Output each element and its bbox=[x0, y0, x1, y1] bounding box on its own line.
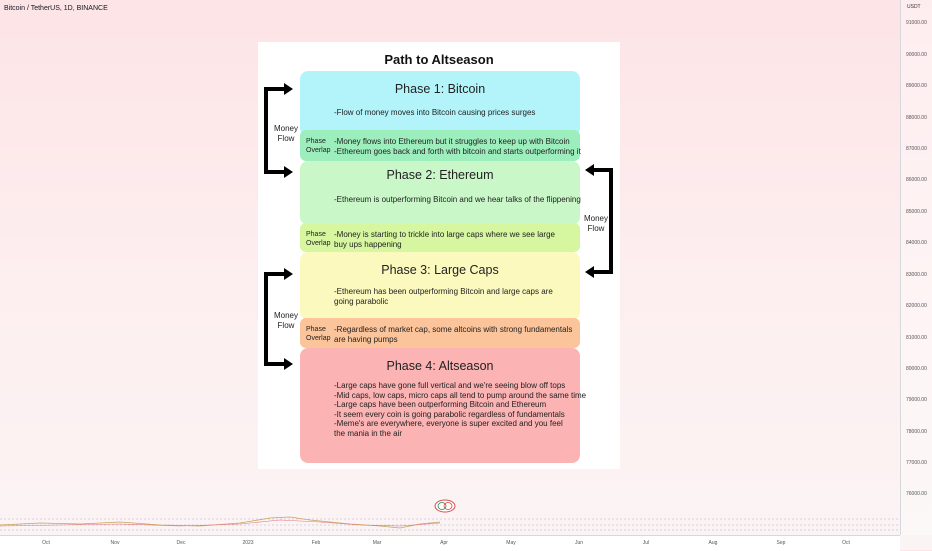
time-tick: May bbox=[506, 540, 516, 546]
phase-3-title: Phase 3: Large Caps bbox=[381, 263, 499, 277]
time-tick: Sep bbox=[776, 540, 786, 546]
overlap-label-line: Phase bbox=[306, 138, 326, 145]
time-tick: Jun bbox=[574, 540, 584, 546]
time-tick: Oct bbox=[42, 540, 50, 546]
time-tick: Aug bbox=[708, 540, 718, 546]
phase-overlap-2-label bbox=[306, 230, 331, 248]
description-line: going parabolic bbox=[334, 296, 389, 306]
flow-label-line: Money bbox=[583, 214, 608, 223]
description-line: the mania in the air bbox=[334, 428, 403, 438]
price-tick: 91000.00 bbox=[906, 20, 927, 26]
price-tick: 80000.00 bbox=[906, 366, 927, 372]
description-line: -Ethereum has been outperforming Bitcoin and large caps are bbox=[334, 287, 553, 296]
flow-label-line: Flow bbox=[277, 134, 295, 143]
price-tick: 82000.00 bbox=[906, 303, 927, 309]
phase-2-title: Phase 2: Ethereum bbox=[386, 168, 494, 182]
flow-label-line: Money bbox=[273, 311, 298, 320]
phase-2-description: -Ethereum is outperforming Bitcoin and we hear talks of the flippening bbox=[334, 195, 581, 204]
time-tick: Dec bbox=[176, 540, 186, 546]
price-axis[interactable] bbox=[900, 0, 932, 535]
description-line: -Large caps have gone full vertical and we're seeing blow off tops bbox=[334, 381, 566, 390]
overlap-label-line: Overlap bbox=[306, 240, 331, 247]
money-flow-label-left-top bbox=[266, 124, 306, 144]
price-tick: 88000.00 bbox=[906, 115, 927, 121]
price-tick: 84000.00 bbox=[906, 240, 927, 246]
price-tick: 78000.00 bbox=[906, 429, 927, 435]
flow-label-line: Flow bbox=[587, 224, 605, 233]
infographic-title: Path to Altseason bbox=[384, 52, 494, 67]
description-line: -Mid caps, low caps, micro caps all tend to pump around the same time bbox=[334, 390, 587, 400]
phase-1-description: -Flow of money moves into Bitcoin causing prices surges bbox=[334, 108, 536, 117]
time-tick: Feb bbox=[311, 540, 321, 546]
flow-label-line: Flow bbox=[277, 321, 295, 330]
phase-3-description bbox=[334, 287, 553, 306]
money-flow-label-left-bottom bbox=[266, 311, 306, 331]
description-line: -Meme's are everywhere, everyone is super excited and you feel bbox=[334, 419, 563, 428]
description-line: -Large caps have been outperforming Bitcoin and Ethereum bbox=[334, 400, 547, 409]
price-tick: 85000.00 bbox=[906, 209, 927, 215]
price-axis-unit: USDT bbox=[907, 4, 921, 10]
phase-overlap-2-description bbox=[334, 230, 555, 249]
price-tick: 76000.00 bbox=[906, 491, 927, 497]
overlap-label-line: Overlap bbox=[306, 147, 331, 154]
phase-4-title: Phase 4: Altseason bbox=[386, 359, 494, 373]
overlap-label-line: Overlap bbox=[306, 335, 331, 342]
phase-overlap-3-label bbox=[306, 325, 331, 343]
money-flow-label-right bbox=[576, 214, 616, 234]
tradingview-logo-icon bbox=[434, 499, 456, 513]
overlap-label-line: Phase bbox=[306, 231, 326, 238]
time-tick: Nov bbox=[110, 540, 120, 546]
phase-1-title: Phase 1: Bitcoin bbox=[394, 82, 486, 96]
time-tick: Apr bbox=[440, 540, 448, 546]
indicator-pane[interactable] bbox=[0, 512, 900, 535]
price-tick: 81000.00 bbox=[906, 335, 927, 341]
phase-2-box bbox=[300, 161, 580, 225]
description-line: -Money is starting to trickle into large caps where we see large bbox=[334, 230, 555, 239]
phase-overlap-1-description bbox=[334, 137, 581, 156]
time-tick: Jul bbox=[642, 540, 650, 546]
description-line: -It seem every coin is going parabolic regardless of fundamentals bbox=[334, 409, 565, 419]
time-tick: 2023 bbox=[242, 540, 254, 546]
price-tick: 89000.00 bbox=[906, 83, 927, 89]
price-tick: 77000.00 bbox=[906, 460, 927, 466]
description-line: are having pumps bbox=[334, 334, 398, 344]
description-line: -Regardless of market cap, some altcoins with strong fundamentals bbox=[334, 325, 573, 334]
price-tick: 87000.00 bbox=[906, 146, 927, 152]
price-tick: 79000.00 bbox=[906, 397, 927, 403]
time-axis[interactable] bbox=[0, 535, 900, 551]
phase-1-box bbox=[300, 71, 580, 136]
description-line: -Money flows into Ethereum but it struggles to keep up with Bitcoin bbox=[334, 137, 570, 146]
phase-4-description bbox=[334, 381, 586, 438]
chart-symbol-title[interactable]: Bitcoin / TetherUS, 1D, BINANCE bbox=[4, 5, 108, 12]
flow-label-line: Money bbox=[273, 124, 298, 133]
description-line: -Ethereum goes back and forth with bitcoin and starts outperforming it bbox=[334, 146, 581, 156]
phase-overlap-3-description bbox=[334, 325, 572, 344]
price-tick: 83000.00 bbox=[906, 272, 927, 278]
overlap-label-line: Phase bbox=[306, 326, 326, 333]
price-tick: 86000.00 bbox=[906, 177, 927, 183]
price-tick: 90000.00 bbox=[906, 52, 927, 58]
phase-3-box bbox=[300, 252, 580, 320]
description-line: buy ups happening bbox=[334, 239, 402, 249]
indicator-line bbox=[0, 517, 440, 528]
phase-overlap-1-label bbox=[306, 137, 331, 155]
time-tick: Oct bbox=[842, 540, 850, 546]
time-tick: Mar bbox=[372, 540, 382, 546]
